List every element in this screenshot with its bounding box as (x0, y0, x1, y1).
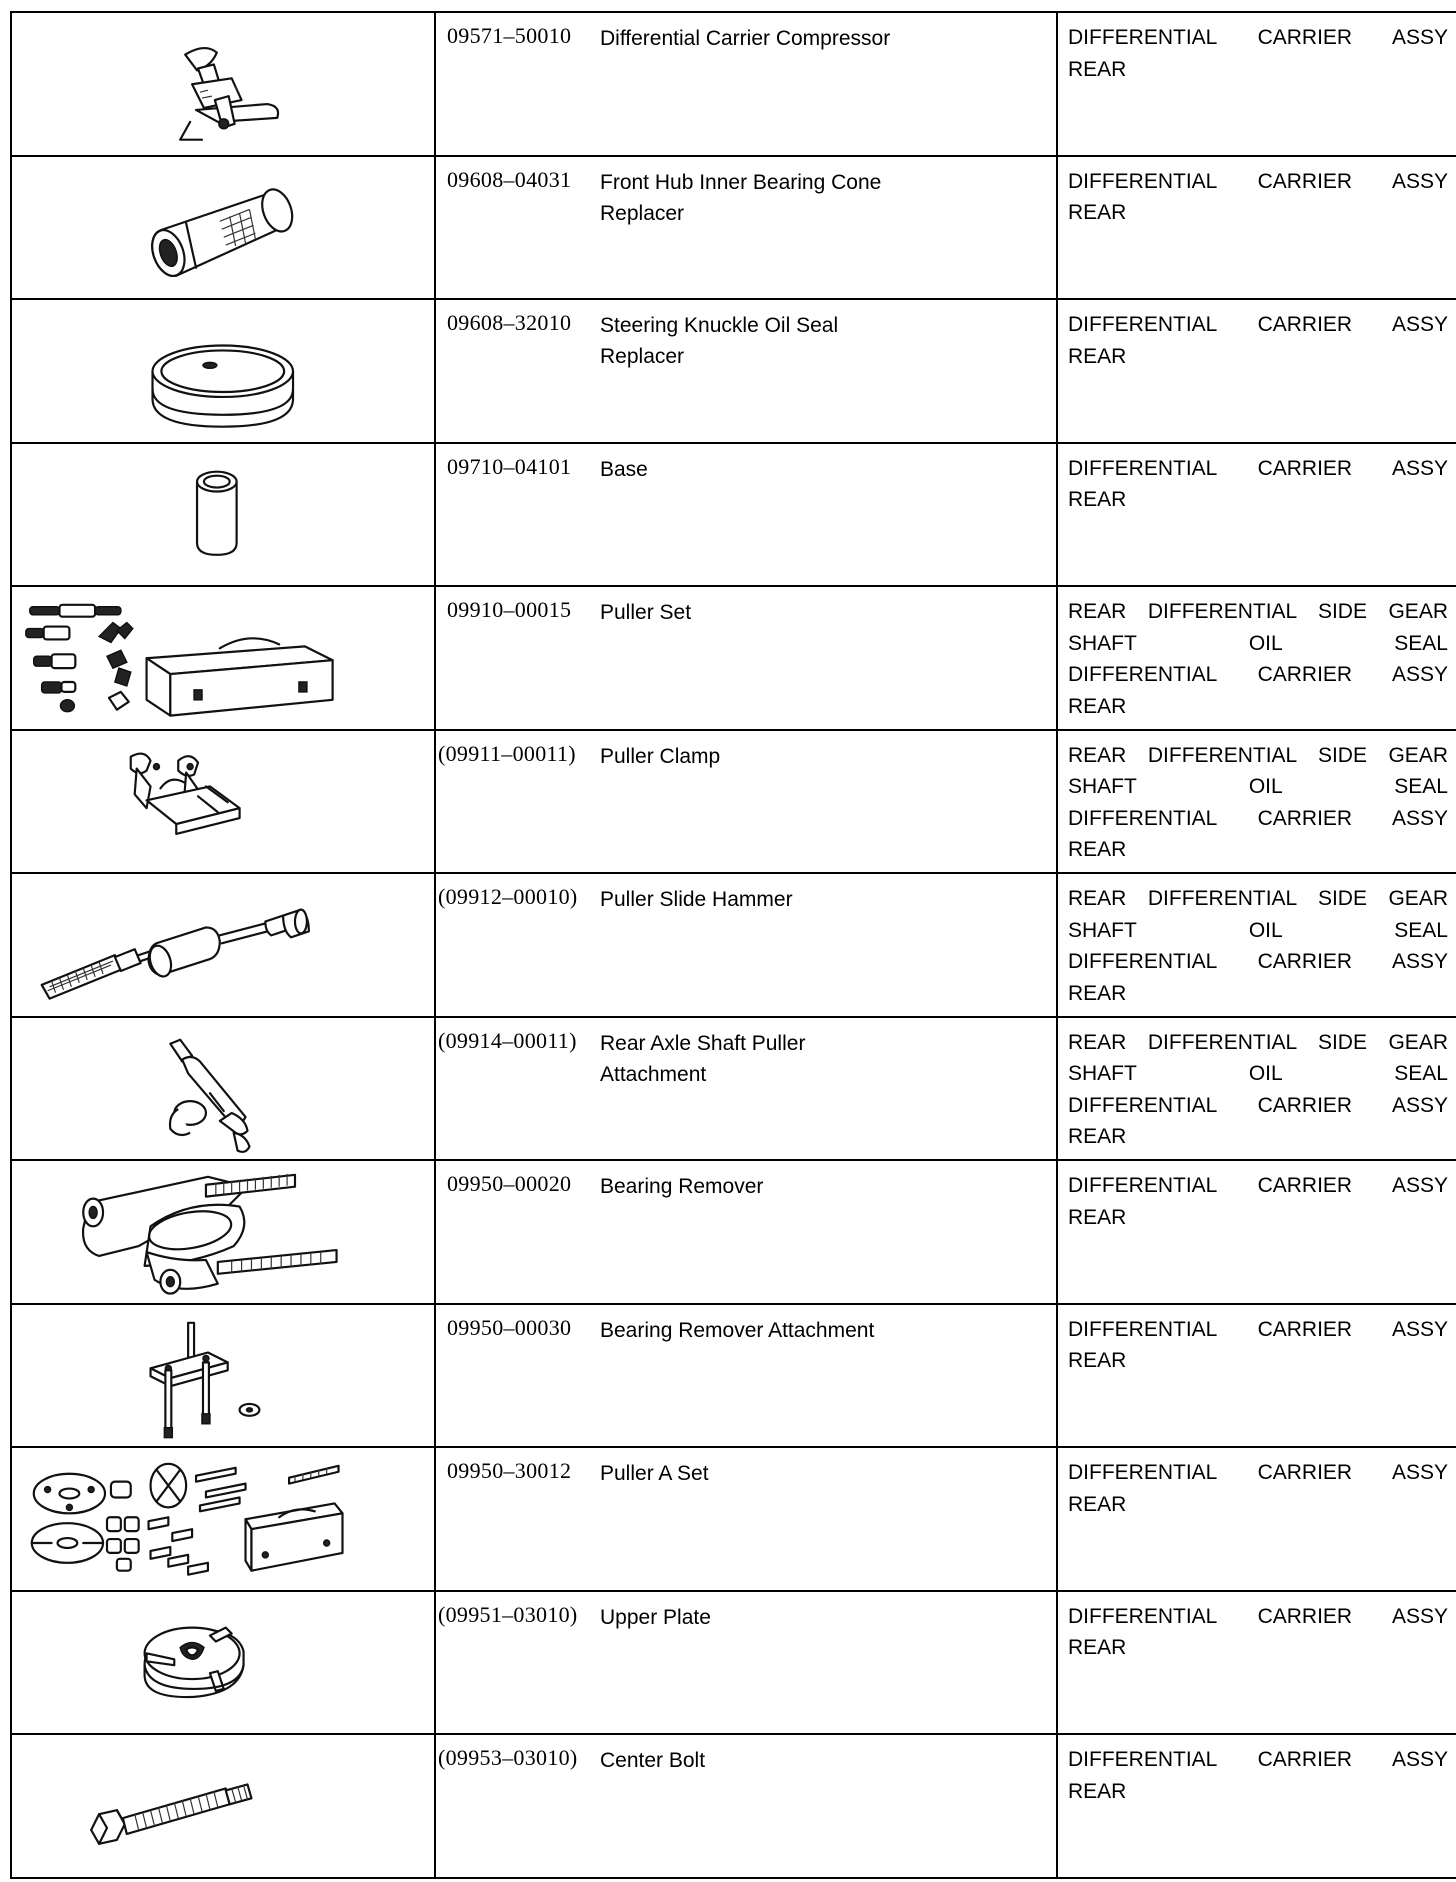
usage-location-line: REAR (1068, 694, 1127, 718)
tool-name-line: Base (600, 457, 648, 481)
usage-location-line: DIFFERENTIAL CARRIER ASSY (1068, 169, 1448, 193)
puller-a-set-case-icon (12, 1448, 434, 1590)
table-row (11, 1734, 1456, 1878)
usage-location-line: SHAFT OIL SEAL (1068, 775, 1448, 798)
tool-illustration-cell (11, 299, 435, 443)
tool-illustration-cell (11, 1304, 435, 1448)
usage-location-line: DIFFERENTIAL CARRIER ASSY (1068, 1604, 1448, 1628)
part-number-cell (435, 299, 594, 443)
center-bolt-icon (12, 1735, 434, 1877)
part-number: (09951–03010) (438, 1601, 578, 1627)
usage-location-cell (1057, 12, 1456, 156)
tool-name-line: Puller Set (600, 601, 692, 624)
usage-location-line: REAR (1068, 344, 1127, 368)
part-number-cell (435, 156, 594, 300)
usage-location-line: DIFFERENTIAL CARRIER ASSY (1068, 806, 1448, 830)
part-number: (09911–00011) (438, 740, 576, 766)
usage-location-cell (1057, 443, 1456, 587)
tool-name-cell (594, 1160, 1057, 1304)
tool-name-cell (594, 730, 1057, 874)
usage-location-line: SHAFT OIL SEAL (1068, 1062, 1448, 1085)
tool-illustration-cell (11, 1734, 435, 1878)
part-number: (09953–03010) (438, 1745, 578, 1770)
part-number-cell (435, 443, 594, 587)
puller-attachment-icon (12, 1018, 434, 1160)
usage-location-cell (1057, 1304, 1456, 1448)
table-row (11, 299, 1456, 443)
tool-name-cell (594, 1591, 1057, 1735)
tool-name-line: Replacer (600, 345, 685, 368)
upper-plate-icon (12, 1592, 434, 1734)
part-number-cell (435, 1017, 594, 1161)
usage-location-line: REAR (1068, 1492, 1127, 1516)
part-number-cell (435, 1734, 594, 1878)
tool-illustration-cell (11, 586, 435, 730)
usage-location-line: DIFFERENTIAL CARRIER ASSY (1068, 313, 1448, 336)
usage-location-cell (1057, 1160, 1456, 1304)
table-row (11, 586, 1456, 730)
part-number-cell (435, 1591, 594, 1735)
tool-illustration-cell (11, 12, 435, 156)
tool-name-line: Bearing Remover Attachment (600, 1318, 875, 1342)
part-number-cell (435, 1304, 594, 1448)
tool-illustration-cell (11, 156, 435, 300)
table-row (11, 156, 1456, 300)
compressor-icon (12, 13, 434, 155)
usage-location-cell (1057, 156, 1456, 300)
table-row (11, 12, 1456, 156)
tool-name-line: Bearing Remover (600, 1175, 764, 1198)
usage-location-line: REAR (1068, 1125, 1127, 1148)
usage-location-line: DIFFERENTIAL CARRIER ASSY (1068, 1093, 1448, 1117)
usage-location-line: DIFFERENTIAL CARRIER ASSY (1068, 456, 1448, 480)
usage-location-line: DIFFERENTIAL CARRIER ASSY (1068, 950, 1448, 973)
usage-location-cell (1057, 1734, 1456, 1878)
tool-illustration-cell (11, 730, 435, 874)
usage-location-cell (1057, 873, 1456, 1017)
disc-replacer-icon (12, 300, 434, 442)
tool-illustration-cell (11, 1447, 435, 1591)
tool-name-cell (594, 586, 1057, 730)
usage-location-line: REAR (1068, 1636, 1127, 1659)
part-number: (09912–00010) (438, 884, 578, 909)
usage-location-line: REAR (1068, 1205, 1127, 1229)
tool-name-line: Puller Clamp (600, 744, 721, 768)
tool-name-line: Puller A Set (600, 1462, 709, 1485)
table-row (11, 1447, 1456, 1591)
usage-location-line: DIFFERENTIAL CARRIER ASSY (1068, 1317, 1448, 1341)
usage-location-line: REAR (1068, 488, 1127, 511)
tool-name-line: Replacer (600, 201, 685, 225)
part-number: 09608–04031 (447, 166, 572, 192)
part-number: 09571–50010 (447, 23, 572, 48)
tool-illustration-cell (11, 1017, 435, 1161)
usage-location-line: REAR (1068, 981, 1127, 1005)
usage-location-cell (1057, 1591, 1456, 1735)
part-number: 09950–30012 (447, 1458, 572, 1483)
tool-name-line: Attachment (600, 1062, 707, 1086)
tool-name-line: Puller Slide Hammer (600, 888, 793, 911)
tool-name-line: Rear Axle Shaft Puller (600, 1031, 806, 1055)
usage-location-line: SHAFT OIL SEAL (1068, 918, 1448, 942)
tool-name-line: Upper Plate (600, 1605, 711, 1629)
tool-name-line: Center Bolt (600, 1749, 706, 1772)
table-body (11, 12, 1456, 1878)
usage-location-cell (1057, 1017, 1456, 1161)
tool-name-cell (594, 1447, 1057, 1591)
part-number: 09910–00015 (447, 597, 572, 622)
usage-location-line: DIFFERENTIAL CARRIER ASSY (1068, 26, 1448, 49)
special-tools-table (10, 11, 1456, 1879)
usage-location-line: DIFFERENTIAL CARRIER ASSY (1068, 1748, 1448, 1771)
puller-clamp-icon (12, 731, 434, 873)
table-row (11, 1304, 1456, 1448)
tool-name-cell (594, 443, 1057, 587)
part-number-cell (435, 12, 594, 156)
tool-name-cell (594, 1304, 1057, 1448)
usage-location-line: REAR DIFFERENTIAL SIDE GEAR (1068, 1030, 1448, 1054)
usage-location-line: REAR (1068, 1349, 1127, 1372)
tool-illustration-cell (11, 1160, 435, 1304)
part-number-cell (435, 873, 594, 1017)
usage-location-line: REAR (1068, 838, 1127, 861)
part-number-cell (435, 730, 594, 874)
puller-set-case-icon (12, 587, 434, 729)
usage-location-cell (1057, 1447, 1456, 1591)
usage-location-line: DIFFERENTIAL CARRIER ASSY (1068, 1461, 1448, 1484)
table-row (11, 1591, 1456, 1735)
bearing-remover-icon (12, 1161, 434, 1303)
part-number: 09710–04101 (447, 453, 572, 479)
part-number-cell (435, 1160, 594, 1304)
slide-hammer-icon (12, 874, 434, 1016)
tool-name-cell (594, 1734, 1057, 1878)
tool-name-line: Front Hub Inner Bearing Cone (600, 170, 882, 194)
cylinder-replacer-icon (12, 157, 434, 299)
tool-name-line: Steering Knuckle Oil Seal (600, 314, 839, 337)
tool-name-cell (594, 1017, 1057, 1161)
usage-location-cell (1057, 299, 1456, 443)
tool-illustration-cell (11, 1591, 435, 1735)
table-row (11, 873, 1456, 1017)
table-row (11, 443, 1456, 587)
usage-location-line: REAR (1068, 1779, 1127, 1803)
remover-attachment-icon (12, 1305, 434, 1447)
usage-location-cell (1057, 586, 1456, 730)
part-number: (09914–00011) (438, 1027, 577, 1053)
tool-name-cell (594, 873, 1057, 1017)
tool-illustration-cell (11, 873, 435, 1017)
tool-name-cell (594, 299, 1057, 443)
part-number: 09608–32010 (447, 310, 572, 335)
tool-name-cell (594, 12, 1057, 156)
part-number: 09950–00030 (447, 1314, 572, 1340)
usage-location-line: DIFFERENTIAL CARRIER ASSY (1068, 663, 1448, 686)
table-row (11, 1160, 1456, 1304)
part-number: 09950–00020 (447, 1171, 572, 1196)
tool-name-cell (594, 156, 1057, 300)
usage-location-line: SHAFT OIL SEAL (1068, 631, 1448, 655)
tool-name-line: Differential Carrier Compressor (600, 27, 891, 50)
usage-location-line: REAR DIFFERENTIAL SIDE GEAR (1068, 600, 1448, 623)
usage-location-line: REAR (1068, 57, 1127, 81)
usage-location-cell (1057, 730, 1456, 874)
usage-location-line: REAR DIFFERENTIAL SIDE GEAR (1068, 743, 1448, 767)
usage-location-line: REAR (1068, 201, 1127, 224)
table-row (11, 1017, 1456, 1161)
base-cylinder-icon (12, 444, 434, 586)
part-number-cell (435, 1447, 594, 1591)
usage-location-line: REAR DIFFERENTIAL SIDE GEAR (1068, 887, 1448, 910)
tool-illustration-cell (11, 443, 435, 587)
usage-location-line: DIFFERENTIAL CARRIER ASSY (1068, 1174, 1448, 1197)
part-number-cell (435, 586, 594, 730)
table-row (11, 730, 1456, 874)
